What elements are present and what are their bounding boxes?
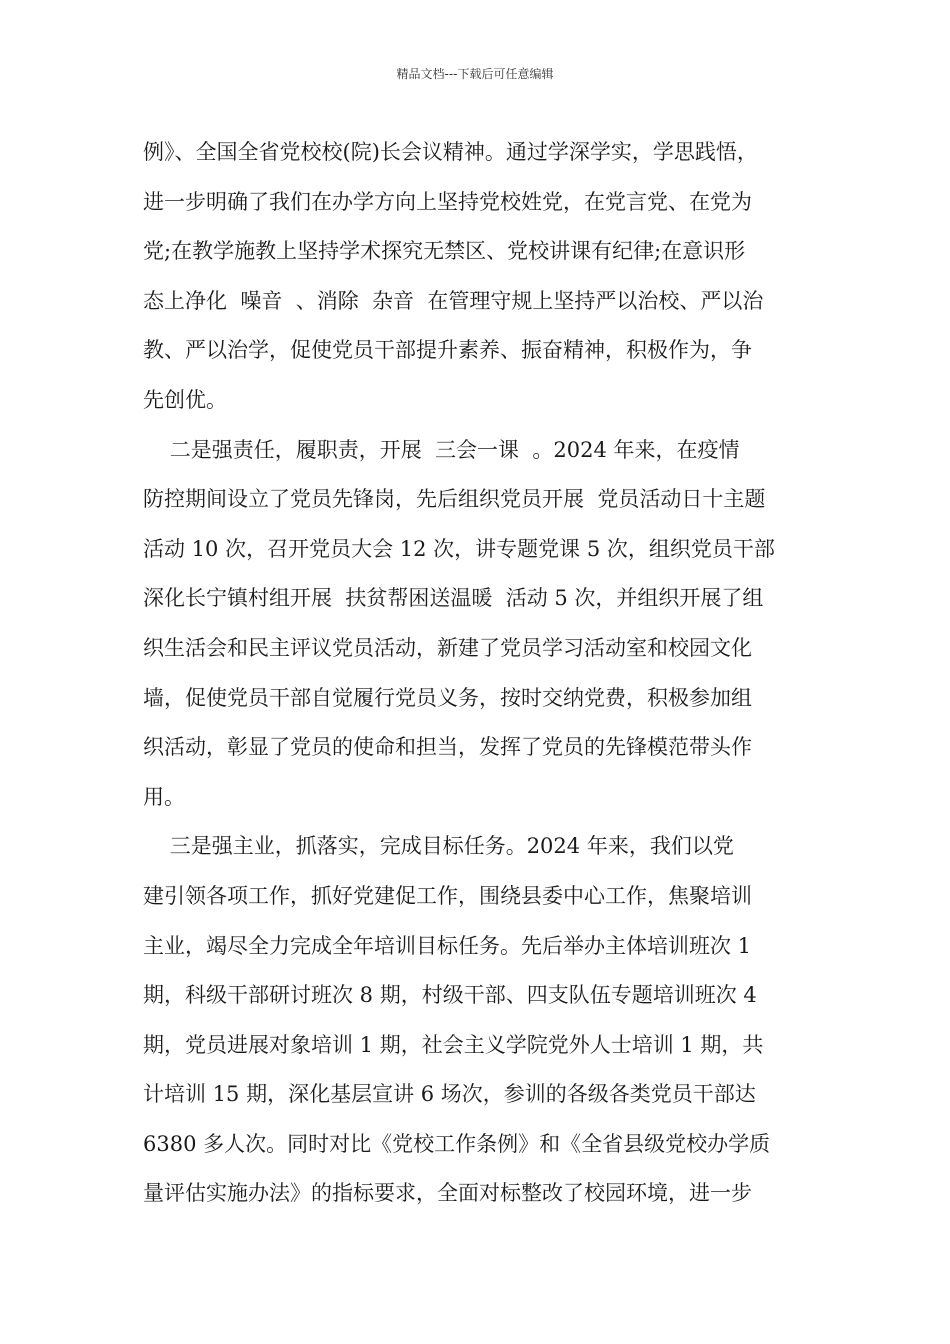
text-line: 6380 多人次。同时对比《党校工作条例》和《全省县级党校办学质	[143, 1131, 771, 1156]
text-line: 主业，竭尽全力完成全年培训目标任务。先后举办主体培训班次 1	[143, 933, 752, 958]
paragraph-3	[143, 822, 807, 1219]
text-line: 计培训 15 期，深化基层宣讲 6 场次，参训的各级各类党员干部达	[143, 1082, 756, 1107]
text-line: 用。	[143, 784, 185, 809]
text-line: 党;在教学施教上坚持学术探究无禁区、党校讲课有纪律;在意识形	[143, 239, 746, 264]
document-body	[143, 128, 807, 1219]
text-line: 建引领各项工作，抓好党建促工作，围绕县委中心工作，焦聚培训	[143, 883, 752, 908]
text-line: 教、严以治学，促使党员干部提升素养、振奋精神，积极作为，争	[143, 338, 752, 363]
text-line: 深化长宁镇村组开展 扶贫帮困送温暖 活动 5 次，并组织开展了组	[143, 586, 764, 611]
text-line: 量评估实施办法》的指标要求，全面对标整改了校园环境，进一步	[143, 1181, 752, 1206]
text-line: 防控期间设立了党员先锋岗，先后组织党员开展 党员活动日十主题	[143, 487, 766, 512]
text-line: 二是强责任，履职责，开展 三会一课 。2024 年来，在疫情	[143, 437, 740, 462]
paragraph-1	[143, 128, 807, 426]
page-header: 精品文档---下载后可任意编辑	[396, 67, 554, 81]
text-line: 期，党员进展对象培训 1 期，社会主义学院党外人士培训 1 期，共	[143, 1032, 764, 1057]
text-line: 织活动，彰显了党员的使命和担当，发挥了党员的先锋模范带头作	[143, 735, 752, 760]
paragraph-2	[143, 426, 807, 823]
text-line: 进一步明确了我们在办学方向上坚持党校姓党，在党言党、在党为	[143, 189, 752, 214]
text-line: 态上净化 噪音 、消除 杂音 在管理守规上坚持严以治校、严以治	[143, 288, 764, 313]
text-line: 织生活会和民主评议党员活动，新建了党员学习活动室和校园文化	[143, 635, 752, 660]
text-line: 先创优。	[143, 387, 227, 412]
text-line: 墙，促使党员干部自觉履行党员义务，按时交纳党费，积极参加组	[143, 685, 752, 710]
text-line: 期，科级干部研讨班次 8 期，村级干部、四支队伍专题培训班次 4	[143, 983, 757, 1008]
text-line: 活动 10 次，召开党员大会 12 次，讲专题党课 5 次，组织党员干部	[143, 536, 775, 561]
text-line: 例》、全国全省党校校(院)长会议精神。通过学深学实，学思践悟，	[143, 140, 758, 164]
text-line: 三是强主业，抓落实，完成目标任务。2024 年来，我们以党	[143, 834, 734, 859]
